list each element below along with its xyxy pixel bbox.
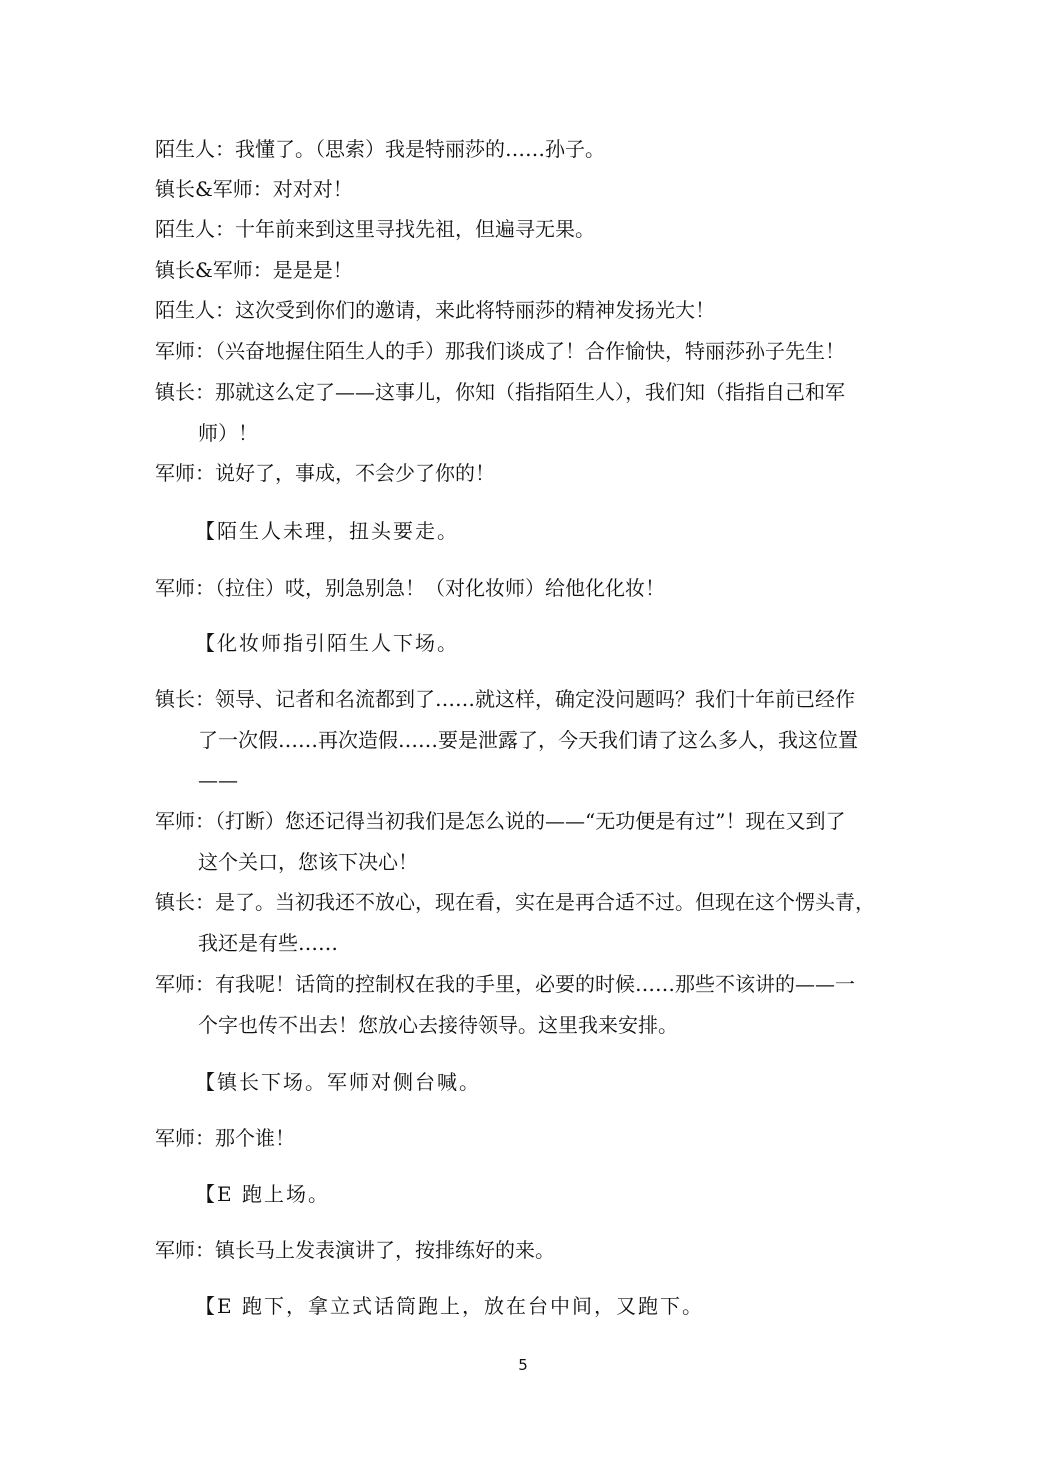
dialogue-continuation: 这个关口，您该下决心！: [198, 850, 418, 874]
dialogue-continuation: ——: [198, 768, 238, 792]
dialogue-line: 军师：镇长马上发表演讲了，按排练好的来。: [155, 1238, 555, 1262]
dialogue-line: 镇长：是了。当初我还不放心，现在看，实在是再合适不过。但现在这个愣头青，: [155, 890, 875, 914]
dialogue-line: 军师：说好了，事成，不会少了你的！: [155, 461, 495, 485]
page-number: 5: [518, 1356, 528, 1374]
dialogue-line: 镇长&军师：是是是！: [155, 258, 353, 282]
dialogue-line: 陌生人：这次受到你们的邀请，来此将特丽莎的精神发扬光大！: [155, 298, 715, 322]
dialogue-line: 军师：（兴奋地握住陌生人的手）那我们谈成了！合作愉快，特丽莎孙子先生！: [155, 339, 845, 363]
dialogue-line: 陌生人：十年前来到这里寻找先祖，但遍寻无果。: [155, 217, 595, 241]
dialogue-continuation: 我还是有些……: [198, 931, 338, 955]
dialogue-continuation: 了一次假……再次造假……要是泄露了，今天我们请了这么多人，我这位置: [198, 728, 858, 752]
dialogue-line: 军师：有我呢！话筒的控制权在我的手里，必要的时候……那些不该讲的——一: [155, 972, 855, 996]
dialogue-continuation: 师）！: [198, 421, 258, 445]
stage-direction: 【化妆师指引陌生人下场。: [195, 631, 459, 655]
dialogue-line: 镇长&军师：对对对！: [155, 177, 353, 201]
dialogue-line: 军师：（打断）您还记得当初我们是怎么说的——“无功便是有过”！现在又到了: [155, 809, 846, 833]
dialogue-line: 陌生人：我懂了。（思索）我是特丽莎的……孙子。: [155, 137, 605, 161]
dialogue-line: 镇长：领导、记者和名流都到了……就这样，确定没问题吗？我们十年前已经作: [155, 687, 855, 711]
dialogue-line: 镇长：那就这么定了——这事儿，你知（指指陌生人），我们知（指指自己和军: [155, 380, 845, 404]
dialogue-line: 军师：那个谁！: [155, 1126, 295, 1150]
stage-direction: 【镇长下场。军师对侧台喊。: [195, 1070, 481, 1094]
dialogue-line: 军师：（拉住）哎，别急别急！（对化妆师）给他化化妆！: [155, 576, 665, 600]
stage-direction: 【E 跑上场。: [195, 1182, 330, 1206]
dialogue-continuation: 个字也传不出去！您放心去接待领导。这里我来安排。: [198, 1013, 678, 1037]
stage-direction: 【E 跑下，拿立式话筒跑上，放在台中间，又跑下。: [195, 1294, 704, 1318]
stage-direction: 【陌生人未理，扭头要走。: [195, 519, 459, 543]
